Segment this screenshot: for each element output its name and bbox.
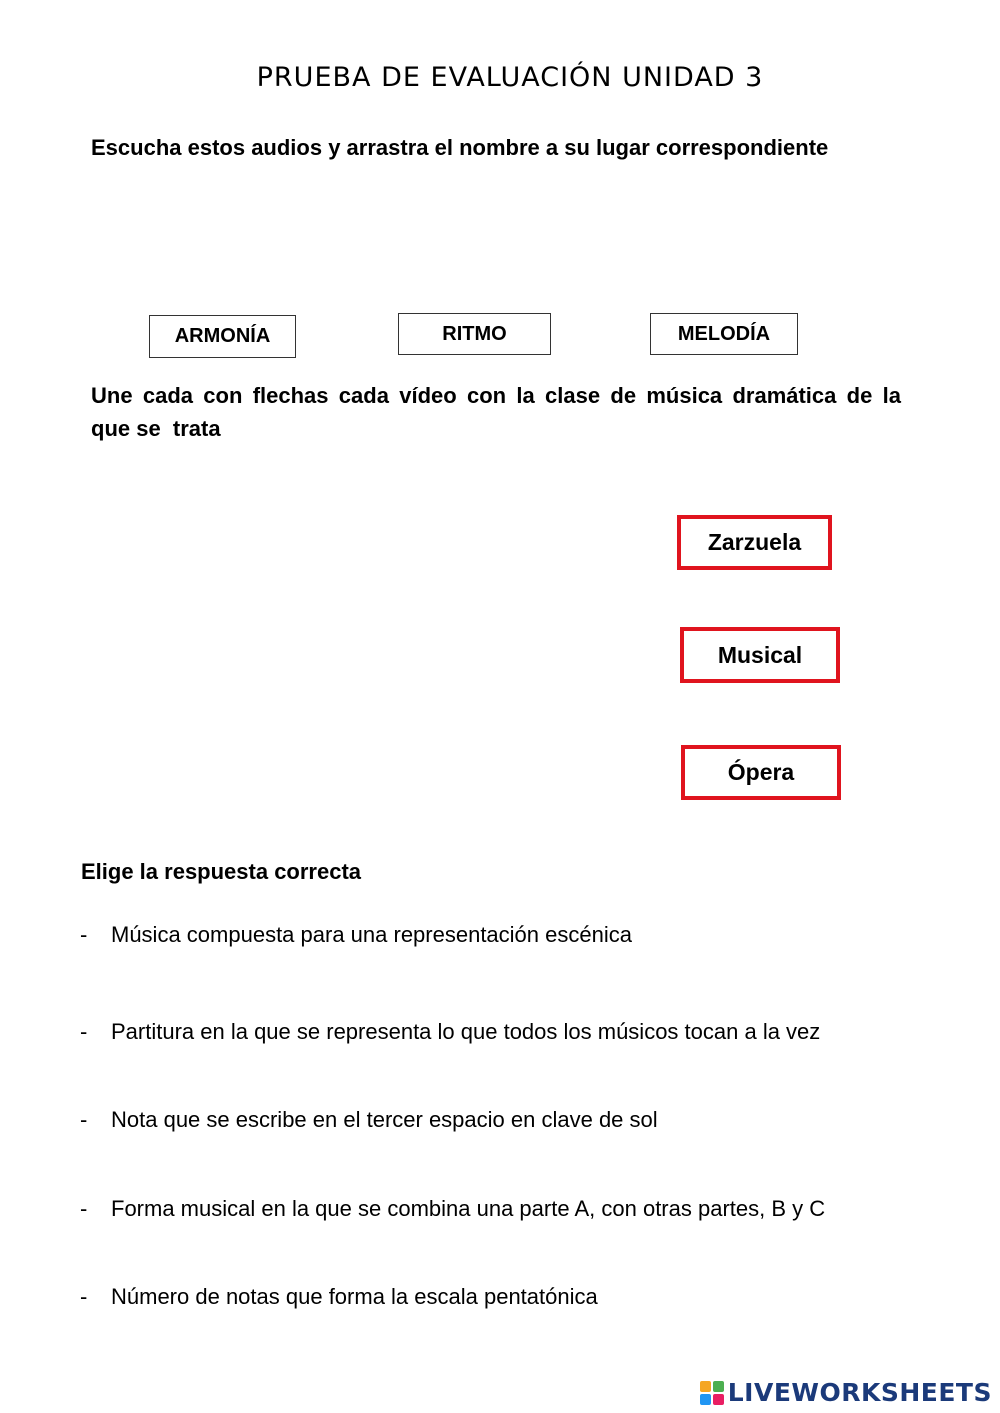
section2-instruction-line2: que se trata <box>91 416 221 441</box>
question-text: Música compuesta para una representación escénica <box>111 922 632 947</box>
question-item <box>80 1196 825 1222</box>
logo-square <box>713 1394 724 1405</box>
match-option-musical[interactable]: Musical <box>680 627 840 683</box>
question-text: Forma musical en la que se combina una parte A, con otras partes, B y C <box>111 1196 826 1221</box>
liveworksheets-logo[interactable] <box>700 1378 992 1407</box>
list-bullet: - <box>80 1196 88 1221</box>
section1-instruction: Escucha estos audios y arrastra el nombre a su lugar correspondiente <box>91 135 829 160</box>
drag-word-armonia[interactable]: ARMONÍA <box>149 315 296 358</box>
section3-instruction: Elige la respuesta correcta <box>81 859 362 884</box>
match-option-opera[interactable]: Ópera <box>681 745 841 800</box>
list-bullet: - <box>80 1107 88 1132</box>
list-bullet: - <box>80 1019 88 1044</box>
logo-square <box>700 1381 711 1392</box>
match-option-zarzuela[interactable]: Zarzuela <box>677 515 832 570</box>
question-item <box>80 922 632 948</box>
question-text: Nota que se escribe en el tercer espacio en clave de sol <box>111 1107 658 1132</box>
drag-word-ritmo[interactable]: RITMO <box>398 313 551 355</box>
question-item <box>80 1107 658 1133</box>
list-bullet: - <box>80 922 88 947</box>
liveworksheets-logo-icon <box>700 1381 724 1405</box>
question-item <box>80 1019 820 1045</box>
section2-instruction <box>91 379 901 445</box>
question-text: Partitura en la que se representa lo que todos los músicos tocan a la vez <box>111 1019 821 1044</box>
logo-square <box>700 1394 711 1405</box>
page-title: PRUEBA DE EVALUACIÓN UNIDAD 3 <box>256 62 764 93</box>
logo-text: LIVEWORKSHEETS <box>727 1378 992 1407</box>
question-text: Número de notas que forma la escala pentatónica <box>111 1284 598 1309</box>
list-bullet: - <box>80 1284 88 1309</box>
question-item <box>80 1284 598 1310</box>
drag-word-melodia[interactable]: MELODÍA <box>650 313 798 355</box>
section2-instruction-line1: Une cada con flechas cada vídeo con la clase de música dramática de la <box>91 383 901 408</box>
logo-square <box>713 1381 724 1392</box>
